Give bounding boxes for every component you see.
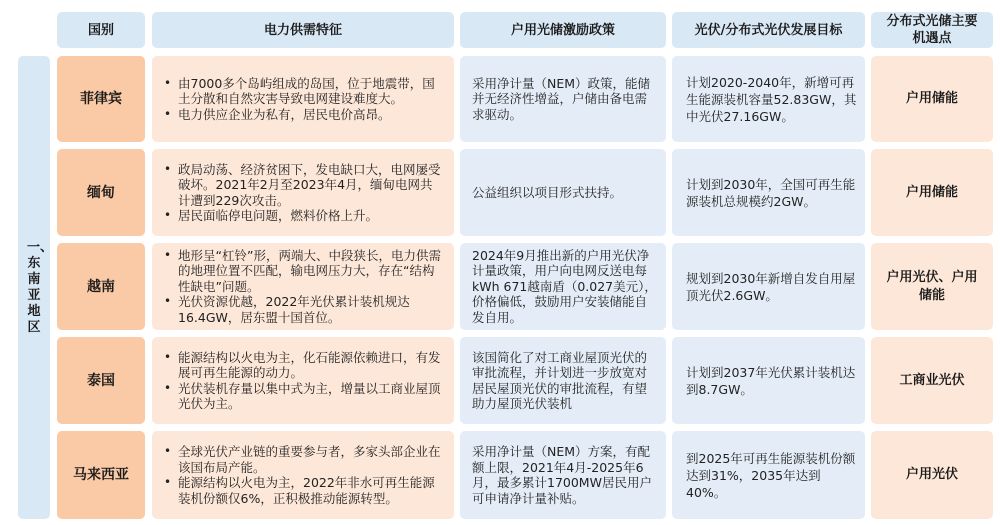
country-cell-thailand: 泰国	[57, 337, 145, 424]
supply-bullet: • 电力供应企业为私有，居民电价高昂。	[178, 107, 444, 123]
country-cell-philippines: 菲律宾	[57, 56, 145, 142]
supply-bullet: • 地形呈“杠铃”形，两端大、中段狭长，电力供需的地理位置不匹配，输电网压力大，存在“结构性缺电”问题。	[178, 248, 444, 295]
opportunity-cell-thailand: 工商业光伏	[871, 337, 993, 424]
header-target: 光伏/分布式光伏发展目标	[672, 12, 865, 48]
supply-bullet: • 光伏资源优越，2022年光伏累计装机规达16.4GW，居东盟十国首位。	[178, 294, 444, 325]
policy-cell-vietnam: 2024年9月推出新的户用光伏净计量政策，用户向电网反送电每kWh 671越南盾（0.027美元），价格偏低，鼓励用户安装储能自发自用。	[460, 243, 666, 330]
supply-bullet: • 居民面临停电问题，燃料价格上升。	[178, 208, 444, 224]
supply-bullet: • 政局动荡、经济贫困下，发电缺口大，电网屡受破坏。2021年2月至2023年4月，缅甸电网共计遭到229次攻击。	[178, 162, 444, 209]
supply-cell-thailand	[152, 337, 454, 424]
supply-bullet: • 光伏装机存量以集中式为主，增量以工商业屋顶光伏为主。	[178, 381, 444, 412]
opportunity-cell-vietnam: 户用光伏、户用储能	[871, 243, 993, 330]
target-cell-myanmar: 计划到2030年，全国可再生能源装机总规模约2GW。	[672, 149, 865, 236]
opportunity-cell-philippines: 户用储能	[871, 56, 993, 142]
header-country: 国别	[57, 12, 145, 48]
supply-bullet: • 能源结构以火电为主，化石能源依赖进口，有发展可再生能源的动力。	[178, 350, 444, 381]
supply-bullet: • 能源结构以火电为主，2022年非水可再生能源装机份额仅6%，正积极推动能源转型。	[178, 475, 444, 506]
target-cell-philippines: 计划2020-2040年，新增可再生能源装机容量52.83GW，其中光伏27.16GW。	[672, 56, 865, 142]
opportunity-cell-malaysia: 户用光伏	[871, 431, 993, 519]
target-cell-malaysia: 到2025年可再生能源装机份额达到31%，2035年达到40%。	[672, 431, 865, 519]
supply-cell-myanmar	[152, 149, 454, 236]
country-cell-vietnam: 越南	[57, 243, 145, 330]
header-supply: 电力供需特征	[152, 12, 454, 48]
header-policy: 户用光储激励政策	[460, 12, 666, 48]
supply-cell-vietnam	[152, 243, 454, 330]
policy-cell-malaysia: 采用净计量（NEM）方案，有配额上限，2021年4月-2025年6月，最多累计1700MW居民用户可申请净计量补贴。	[460, 431, 666, 519]
country-cell-myanmar: 缅甸	[57, 149, 145, 236]
country-cell-malaysia: 马来西亚	[57, 431, 145, 519]
supply-cell-malaysia	[152, 431, 454, 519]
target-cell-thailand: 计划到2037年光伏累计装机达到8.7GW。	[672, 337, 865, 424]
region-label	[18, 56, 54, 519]
header-opportunity: 分布式光储主要机遇点	[871, 12, 993, 48]
target-cell-vietnam: 规划到2030年新增自发自用屋顶光伏2.6GW。	[672, 243, 865, 330]
opportunity-cell-myanmar: 户用储能	[871, 149, 993, 236]
region-label-text: 一、东南亚地区	[27, 239, 54, 335]
policy-cell-thailand: 该国简化了对工商业屋顶光伏的审批流程，并计划进一步放宽对居民屋顶光伏的审批流程，有望助力屋顶光伏装机	[460, 337, 666, 424]
policy-cell-myanmar: 公益组织以项目形式扶持。	[460, 149, 666, 236]
supply-bullet: • 由7000多个岛屿组成的岛国，位于地震带，国土分散和自然灾害导致电网建设难度大。	[178, 76, 444, 107]
policy-cell-philippines: 采用净计量（NEM）政策，能储并无经济性增益，户储由备电需求驱动。	[460, 56, 666, 142]
supply-cell-philippines	[152, 56, 454, 142]
supply-bullet: • 全球光伏产业链的重要参与者，多家头部企业在该国布局产能。	[178, 444, 444, 475]
